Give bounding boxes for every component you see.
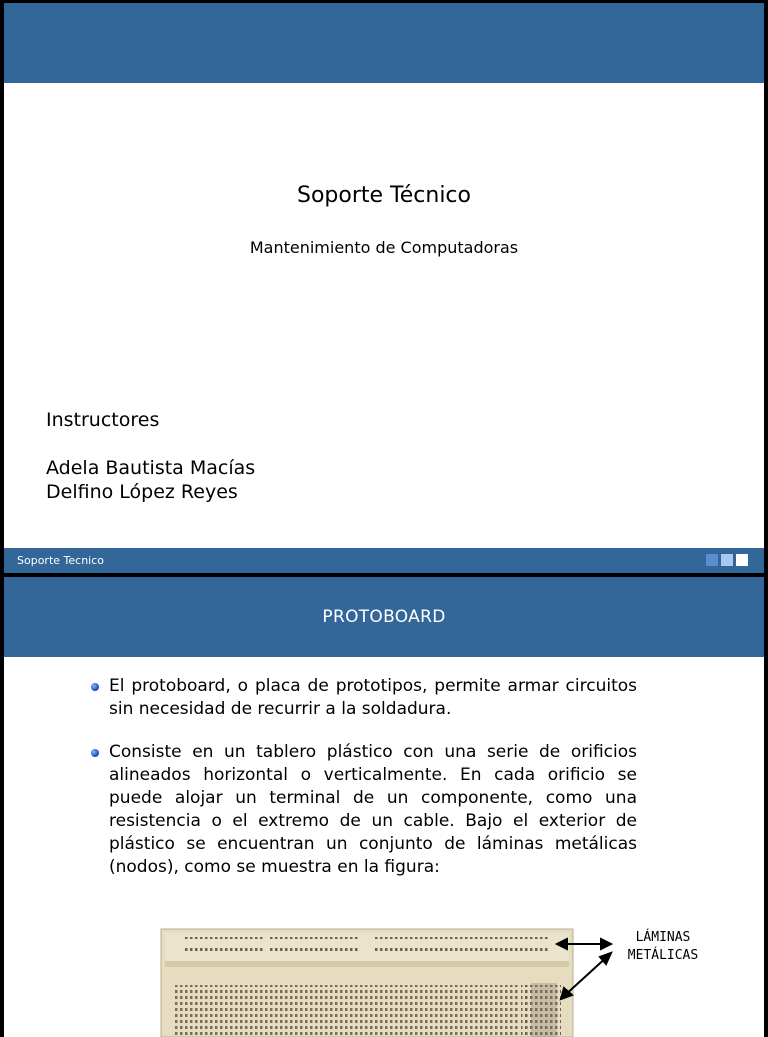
bullet-item [89, 741, 637, 879]
instructor-name: Delfino López Reyes [46, 481, 238, 503]
instructor-names [46, 456, 255, 504]
figure-label [619, 929, 707, 965]
protoboard-slide [4, 577, 764, 1037]
square-icon [706, 554, 718, 566]
header-bar [4, 577, 764, 657]
figure-label-line: LÁMINAS [635, 930, 691, 945]
figure-label-line: METÁLICAS [627, 948, 699, 963]
bullet-list [89, 675, 637, 899]
footer-bar [4, 548, 764, 573]
square-icon [721, 554, 733, 566]
instructors-label: Instructores [46, 409, 160, 431]
bullet-text: El protoboard, o placa de prototipos, permite armar circuitos sin necesidad de recurrir a la soldadura. [109, 676, 637, 719]
footer-squares [706, 554, 748, 566]
slide-title: PROTOBOARD [322, 607, 446, 627]
bullet-icon [91, 683, 99, 691]
instructor-name: Adela Bautista Macías [46, 457, 256, 479]
bullet-text: Consiste en un tablero plástico con una serie de orificios alineados horizontal o verticalmente. En cada orificio se puede alojar un terminal de un componente, como una resistencia o el extremo de un cable. Bajo el exterior de plástico se encuentran un conjunto de láminas metálicas (nodos), como se muestra en la figura: [109, 742, 637, 877]
bullet-icon [91, 749, 99, 757]
slide-title: Soporte Técnico [297, 183, 471, 208]
footer-text: Soporte Tecnico [17, 554, 104, 567]
bullet-item [89, 675, 637, 721]
title-slide [4, 3, 764, 573]
protoboard-figure [159, 917, 707, 1037]
square-icon [736, 554, 748, 566]
slide-subtitle: Mantenimiento de Computadoras [249, 238, 519, 257]
header-bar [4, 3, 764, 83]
